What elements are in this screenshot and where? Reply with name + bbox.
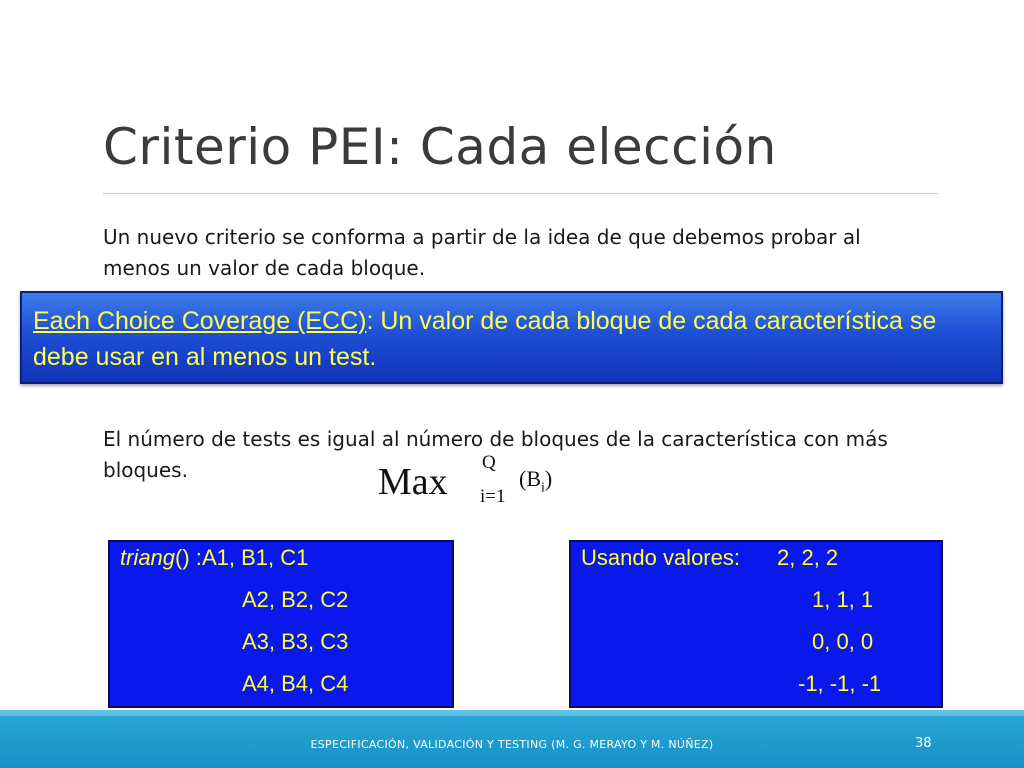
slide-title: Criterio PEI: Cada elección (103, 118, 777, 176)
footer-course-title: ESPECIFICACIÓN, VALIDACIÓN Y TESTING (M. G. MERAYO Y M. NÚÑEZ) (310, 738, 714, 751)
values-row-1: 2, 2, 2 (777, 545, 839, 570)
values-row-2: 1, 1, 1 (812, 587, 874, 612)
formula-upper-bound: Q (482, 452, 496, 473)
values-row-4: -1, -1, -1 (798, 671, 882, 696)
triang-row-value: A1, B1, C1 (201, 545, 309, 570)
triang-function-name: triang (120, 545, 176, 570)
triang-row-1 (120, 545, 308, 571)
formula-lower-bound: i=1 (480, 486, 506, 507)
formula-operand-subscript: i (541, 480, 545, 496)
formula-operand-base: (B (519, 466, 541, 491)
triang-row-4: A4, B4, C4 (242, 671, 349, 696)
triang-row-3: A3, B3, C3 (242, 629, 349, 654)
ecc-definition (33, 303, 993, 375)
ecc-term: Each Choice Coverage (ECC) (33, 307, 367, 335)
intro-paragraph: Un nuevo criterio se conforma a partir de la idea de que debemos probar al menos un valor de cada bloque. (103, 225, 861, 280)
values-panel (569, 540, 943, 708)
values-label: Usando valores: (581, 545, 740, 570)
ecc-definition-text: : Un valor de cada bloque de cada característica se debe usar en al menos un test. (33, 307, 937, 371)
triang-values-panel (108, 540, 454, 708)
formula-operand (519, 466, 552, 496)
triang-row-2: A2, B2, C2 (242, 587, 349, 612)
formula-max: Max (378, 461, 448, 503)
title-divider (103, 193, 938, 194)
page-number: 38 (915, 736, 932, 751)
triang-function-suffix: () : (175, 545, 202, 570)
footer-top-strip (0, 710, 1024, 716)
ecc-definition-box (20, 291, 1003, 384)
values-row-3: 0, 0, 0 (812, 629, 874, 654)
tests-paragraph: El número de tests es igual al número de bloques de la característica con más bloques. (103, 427, 888, 482)
formula-operand-close: ) (544, 466, 553, 491)
